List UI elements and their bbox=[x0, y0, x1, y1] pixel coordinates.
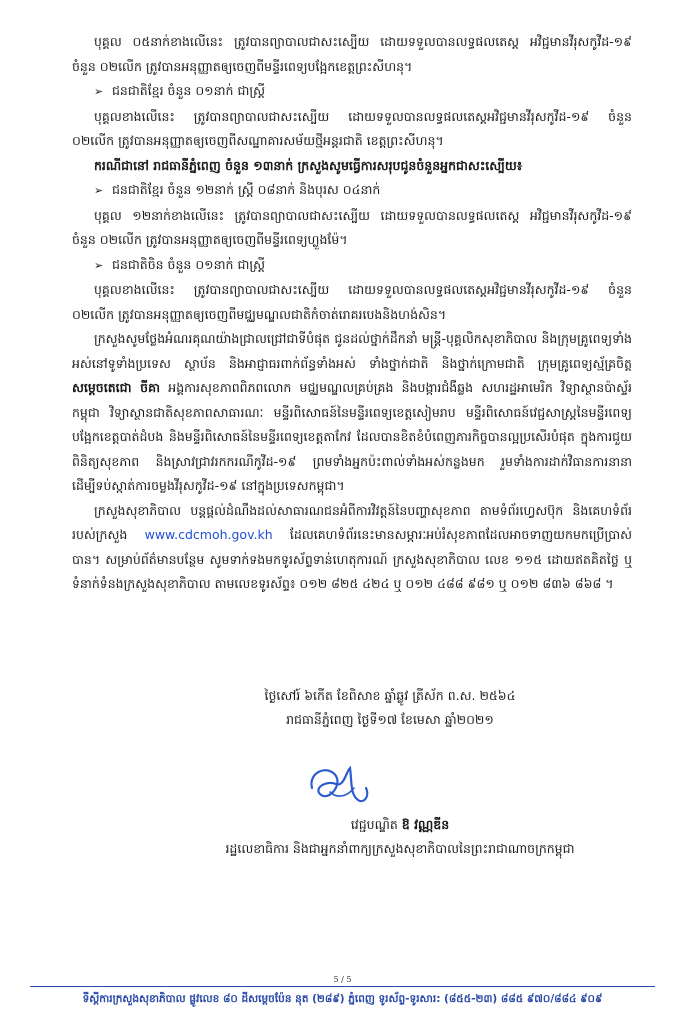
section-heading-phnom-penh: ករណីជានៅ រាជធានីភ្នំពេញ ចំនួន ១៣នាក់ ក្រសួងសូមធ្វើការសរុបជូនចំនួនអ្នកជាសះស្បើយ៖ bbox=[94, 157, 523, 173]
solar-date: រាជធានីភ្នំពេញ ថ្ងៃទី១៧ ខែមេសា ឆ្នាំ២០២១ bbox=[286, 712, 494, 727]
arrow-bullet-icon: ➢ bbox=[94, 258, 104, 272]
paragraph-recovered-luang-mae: បុគ្គល ១២នាក់ខាងលើនេះ ត្រូវបានព្យាបាលជាសះស្បើយ ដោយទទួលបានលទ្ធផលតេស្ត អវិជ្ជមានវីរុសកូវីដ-១៩ ចំនួន ០២លើក ត្រូវបានអនុញ្ញាតឲ្យចេញពីមន្ទីរពេទ្យហ្លួងម៉ែ។ bbox=[72, 207, 632, 247]
arrow-bullet-icon: ➢ bbox=[94, 184, 104, 197]
page-number: 5 / 5 bbox=[333, 975, 352, 984]
paragraph-recovered-tb-center: បុគ្គលខាងលើនេះ ត្រូវបានព្យាបាលជាសះស្បើយ ដោយទទួលបានលទ្ធផលតេស្តអវិជ្ជមានវីរុសកូវីដ-១៩ ចំនួន ០២លើក ត្រូវបានអនុញ្ញាតឲ្យចេញពីមជ្ឈមណ្ឌលជាតិកំចាត់រោគរបេងនិងហង់សិន។ bbox=[72, 282, 632, 322]
signature-image bbox=[306, 758, 376, 810]
paragraph-recovered-hotel: បុគ្គលខាងលើនេះ ត្រូវបានព្យាបាលជាសះស្បើយ ដោយទទួលបានលទ្ធផលតេស្តអវិជ្ជមានវីរុសកូវីដ-១៩ ចំនួន ០២លើក ត្រូវបានអនុញ្ញាតឲ្យចេញពីសណ្ឋាគារសម័យថ្មីអន្តរជាតិ ខេត្តព្រះសីហនុ។ bbox=[72, 108, 632, 148]
bullet-chinese-woman bbox=[72, 253, 632, 279]
lunar-date: ថ្ងៃសៅរ៍ ៦កើត ខែពិសាខ ឆ្នាំឆ្លូវ ត្រីស័ក ព.ស. ២៥៦៤ bbox=[264, 688, 516, 703]
bullet-text: ជនជាតិខ្មែរ ចំនួន ១២នាក់ ស្ត្រី ០៨នាក់ និងបុរស ០៤នាក់ bbox=[112, 182, 381, 197]
bullet-khmer-woman bbox=[72, 79, 632, 105]
signatory-name: វេជ្ជបណ្ឌិត ឱ វណ្ណឌីន bbox=[350, 817, 450, 832]
paragraph-thanks: ក្រសួងសូមថ្លែងអំណរគុណយ៉ាងជ្រាលជ្រៅជាទីបំផុត ជូនដល់ថ្នាក់ដឹកនាំ មន្ត្រី-បុគ្គលិកសុខាភិបាល និងក្រុមគ្រូពេទ្យទាំងអស់នៅទូទាំងប្រទេស ស្ថាប័ន និងអាជ្ញាធរពាក់ព័ន្ធទាំងអស់ ទាំងថ្នាក់ជាតិ និងថ្នាក់ក្រោមជាតិ ក្រុមគ្រូពេទ្យស្ម័គ្រចិត្ត សម្ដេចតេជោ ចីគា អង្គការសុខភាពពិភពលោក មជ្ឈមណ្ឌលគ្រប់គ្រង និងបង្ការជំងឺឆ្លង សហរដ្ឋអាមេរិក វិទ្យាស្ថានប៉ាស្ទ័រកម្ពុជា វិទ្យាស្ថានជាតិសុខភាពសាធារណៈ មន្ទីរពិសោធន៍នៃមន្ទីរពេទ្យខេត្តសៀមរាប មន្ទីរពិសោធន៍វេជ្ជសាស្ត្រនៃមន្ទីរពេទ្យបង្អែកខេត្តបាត់ដំបង និងមន្ទីរពិសោធន៍នៃមន្ទីរពេទ្យខេត្តតាកែវ ដែលបានខិតខំបំពេញភារកិច្ចបានល្អប្រសើរបំផុត ក្នុងការជួយពិនិត្យសុខភាព និងស្រាវជ្រាវរកករណីកូវីដ-១៩ ព្រមទាំងអ្នកប៉ះពាល់ទាំងអស់កន្លងមក រួមទាំងការដាក់វិធានការនានា ដើម្បីទប់ស្កាត់ការចម្លងវីរុសកូវីដ-១៩ នៅក្នុងប្រទេសកម្ពុជា។ bbox=[72, 331, 633, 493]
website-link[interactable]: www.cdcmoh.gov.kh bbox=[144, 527, 273, 542]
bold-organization-name: សម្ដេចតេជោ ចីគា bbox=[72, 380, 160, 395]
bullet-text: ជនជាតិខ្មែរ ចំនួន ០១នាក់ ជាស្ត្រី bbox=[112, 83, 265, 98]
footer-address: ទីស្តីការក្រសួងសុខាភិបាល ផ្លូវលេខ ៨០ ដីសម្តេចប៉ែន នុត (២៨៩) ភ្នំពេញ ទូរស័ព្ទ-ទូរសារ: (៨៥៥-២៣) ៨៨៥ ៩៧០/៨៨៤ ៩០៩ bbox=[82, 993, 603, 1005]
bullet-text: ជនជាតិចិន ចំនួន ០១នាក់ ជាស្ត្រី bbox=[112, 256, 265, 272]
date-block bbox=[180, 684, 600, 732]
letter-body bbox=[72, 30, 632, 597]
signatory-block bbox=[190, 813, 610, 861]
signatory-title: រដ្ឋលេខាធិការ និងជាអ្នកនាំពាក្យក្រសួងសុខាភិបាលនៃព្រះរាជាណាចក្រកម្ពុជា bbox=[225, 841, 575, 856]
arrow-bullet-icon: ➢ bbox=[94, 85, 104, 98]
footer-divider bbox=[30, 986, 655, 987]
paragraph-contact: ក្រសួងសុខាភិបាល បន្តផ្ដល់ដំណឹងដល់សាធារណជនអំពីការវិវត្តន៍នៃបញ្ហាសុខភាព តាមទំព័រហ្វេសប៊ុក និងគេហទំព័ររបស់ក្រសួង www.cdcmoh.gov.kh ដែលគេហទំព័រនេះមានសម្ភារៈអប់រំសុខភាពដែលអាចទាញយកមកប្រើប្រាស់បាន។ សម្រាប់ព័ត៌មានបន្ថែម សូមទាក់ទងមកទូរស័ព្ទទាន់ហេតុការណ៍ ក្រសួងសុខាភិបាល លេខ ១១៥ ដោយឥតគិតថ្លៃ ឬទំនាក់ទំនងក្រសួងសុខាភិបាល តាមលេខទូរស័ព្ទ៖ ០១២ ៨២៥ ៤២៤ ឬ ០១២ ៤៨៨ ៩៨១ ឬ ០១២ ៨៣៦ ៨៦៨ ។ bbox=[72, 502, 632, 591]
bullet-khmer-twelve bbox=[72, 178, 632, 204]
paragraph-recovered-sihanouk-hospital: បុគ្គល ០៥នាក់ខាងលើនេះ ត្រូវបានព្យាបាលជាសះស្បើយ ដោយទទួលបានលទ្ធផលតេស្ត អវិជ្ជមានវីរុសកូវីដ-១៩ ចំនួន ០២លើក ត្រូវបានអនុញ្ញាតឲ្យចេញពីមន្ទីរពេទ្យបង្អែកខេត្តព្រះសីហនុ។ bbox=[72, 34, 632, 74]
